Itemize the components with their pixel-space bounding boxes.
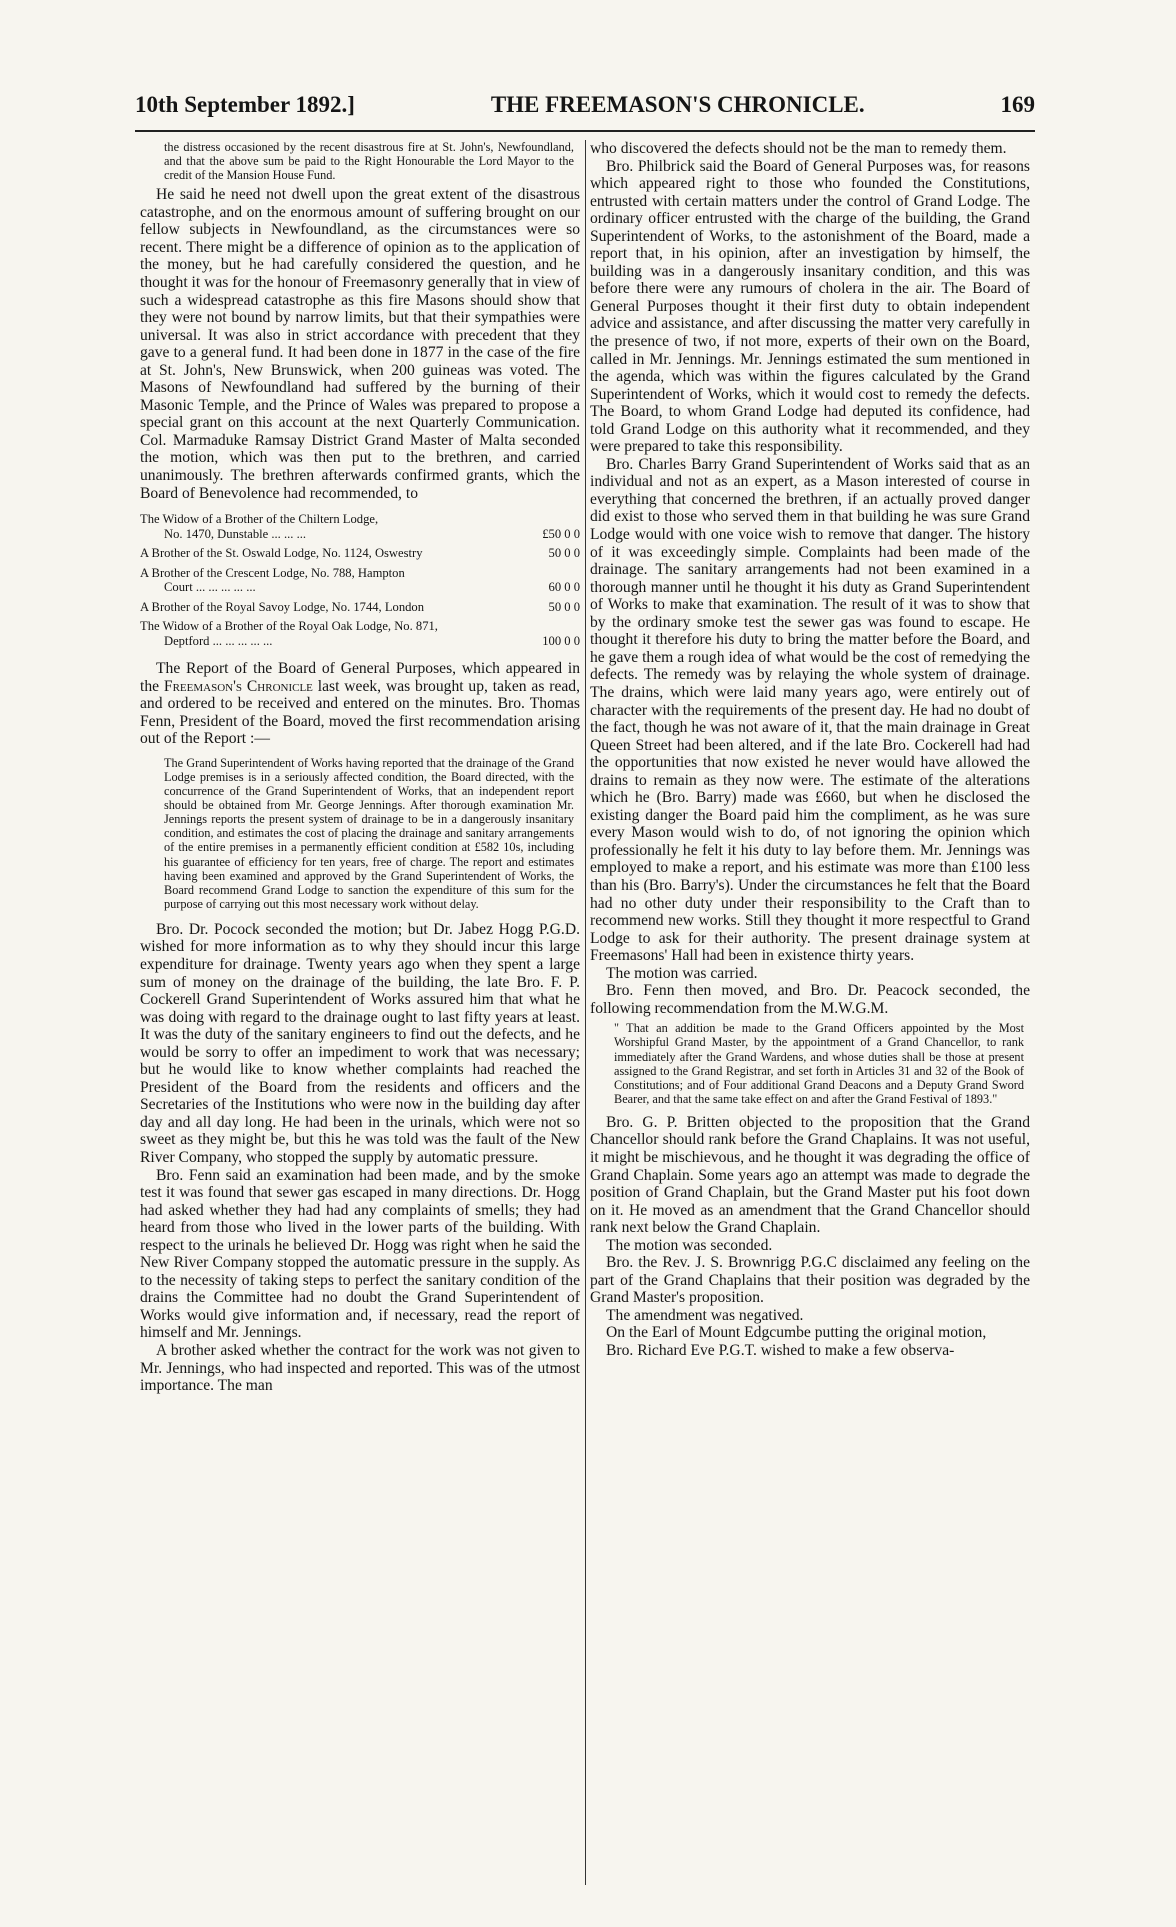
recommendation-quote: " That an addition be made to the Grand Officers appointed by the Most Worshipful Grand Master, by the appointment of a Grand Chancellor, to rank immediately after the Grand Wardens, and whose duties shall be those at present assigned to the Grand Registrar, and set forth in Articles 31 and 32 of the Book of Constitutions; and of Four additional Grand Deacons and a Deputy Grand Sword Bearer, and that the same take effect on and after the Grand Festival of 1893."	[614, 1021, 1024, 1106]
paragraph: Bro. G. P. Britten objected to the proposition that the Grand Chancellor should rank before the Grand Chaplains. It was not useful, it might be mischievous, and he thought it was degrading the office of Grand Chaplain. Some years ago an attempt was made to degrade the position of Grand Chaplain, but the Grand Master put his foot down on it. He moved as an amendment that the Grand Chancellor should rank next below the Grand Chaplain.	[590, 1113, 1030, 1237]
page-header	[135, 92, 1035, 128]
grant-text-continued: Deptford ... ... ... ... ...	[164, 633, 273, 648]
header-rule	[135, 130, 1035, 132]
grant-text-continued: Court ... ... ... ... ...	[164, 580, 256, 595]
publication-title: THE FREEMASON'S CHRONICLE.	[490, 92, 865, 117]
paragraph: On the Earl of Mount Edgcumbe putting the original motion,	[606, 1324, 987, 1342]
paragraph: The motion was carried.	[606, 964, 758, 982]
issue-date: 10th September 1892.]	[135, 92, 355, 117]
grant-row	[140, 566, 580, 595]
paragraph: Bro. Philbrick said the Board of General Purposes was, for reasons which appeared right to those who founded the Constitutions, entrusted with certain matters under the control of Grand Lodge. The ordinary officer entrusted with the charge of the building, the Grand Superintendent of Works, to the astonishment of the Board, made a report that, in his opinion, after an investigation by himself, the building was in a dangerously insanitary condition, and this was before there were any rumours of cholera in the air. The Board of General Purposes thought it their first duty to obtain independent advice and assistance, and after discussing the matter very carefully in the presence of two, if not more, experts of their own on the Board, called in Mr. Jennings. Mr. Jennings estimated the sum mentioned in the agenda, which was within the figures calculated by the Grand Superintendent of Works, which it would cost to remedy the defects. The Board, to whom Grand Lodge had deputed its confidence, had told Grand Lodge on this authority what it recommended, and they were prepared to take this responsibility.	[590, 157, 1030, 456]
left-column	[140, 140, 580, 1885]
fund-resolution-text: the distress occasioned by the recent disastrous fire at St. John's, Newfoundland, and that the above sum be paid to the Right Honourable the Lord Mayor to the credit of the Mansion House Fund.	[164, 140, 574, 183]
grant-amount: 100 0 0	[542, 633, 580, 648]
grant-row	[140, 600, 580, 615]
grant-amount: 60 0 0	[548, 580, 580, 595]
paragraph: Bro. Charles Barry Grand Superintendent of Works said that as an individual and not as an expert, as a Mason interested of course in everything that concerned the brethren, if an actually proved danger did exist to those who served them in that building he was sure Grand Lodge would with one voice wish to remove that danger. The history of it was exceedingly simple. Complaints had been made of the drainage. The sanitary arrangements had not been examined in a thorough manner until he thought it his duty as Grand Superintendent of Works to make that examination. The result of it was to show that by the ordinary smoke test the sewer gas was found to escape. He thought it therefore his duty to bring the matter before the Board, and he gave them a rough idea of what would be the cost of remedying the defects. The remedy was by relaying the whole system of drainage. The drains, which were laid many years ago, were entirely out of character with the requirements of the present day. He had no doubt of the fact, though he was not aware of it, that the main drainage in Great Queen Street had been altered, and if the late Bro. Cockerell had had the opportunities that now existed he never would have allowed the drains to remain as they now were. The estimate of the alterations which he (Bro. Barry) made was £660, but when he disclosed the existing danger the Board paid him the compliment, as he was sure every Mason would wish to do, of not ignoring the opinion which professionally he felt it his duty to lay before them. Mr. Jennings was employed to make a report, and his estimate was more than £100 less than his (Bro. Barry's). Under the circumstances he felt that the Board had no other duty under their responsibility to the Craft than to recommend new works. Still they thought it more respectful to Grand Lodge to ask for their authority. The present drainage system at Freemasons' Hall had been in existence thirty years.	[590, 455, 1030, 965]
grant-row	[140, 512, 580, 541]
paragraph: The amendment was negatived.	[606, 1306, 804, 1324]
column-rule	[585, 140, 586, 1885]
paragraph: Bro. Dr. Pocock seconded the motion; but Dr. Jabez Hogg P.G.D. wished for more information as to why they should incur this large expenditure for drainage. Twenty years ago when they spent a large sum of money on the drainage of the building, the late Bro. F. P. Cockerell Grand Superintendent of Works assured him that what he was doing with regard to the drainage ought to last fifty years at least. It was the duty of the sanitary engineers to find out the defects, and he would be sorry to offer an impediment to work that was necessary; but he would like to know whether complaints had reached the President of the Board from the residents and officers and the Secretaries of the Institutions who were now in the building day after day and all day long. He had been in the urinals, which were not so sweet as they might be, but this he was told was the fault of the New River Company, who stopped the supply by automatic pressure.	[140, 920, 580, 1166]
paragraph-text: The Report of the Board of General Purposes, which appeared in the	[140, 660, 580, 695]
paragraph: who discovered the defects should not be the man to remedy them.	[590, 140, 1007, 157]
paragraph: Bro. Fenn said an examination had been made, and by the smoke test it was found that sewer gas escaped in many directions. Dr. Hogg had asked whether they had had any complaints of smells; they had heard from those who lived in the lower parts of the building. With respect to the urinals he believed Dr. Hogg was right when he said the New River Company stopped the automatic pressure in the supply. As to the necessity of taking steps to perfect the sanitary condition of the drains the Committee had no doubt the Grand Superintendent of Works would give information and, if necessary, read the report of himself and Mr. Jennings.	[140, 1166, 580, 1342]
grant-text: The Widow of a Brother of the Royal Oak Lodge, No. 871,	[140, 619, 438, 634]
grant-amount: 50 0 0	[548, 546, 580, 561]
grant-row	[140, 619, 580, 648]
paragraph: Bro. Richard Eve P.G.T. wished to make a few observa-	[606, 1342, 955, 1360]
paragraph	[140, 660, 580, 748]
right-column	[590, 140, 1030, 1885]
grant-text: A Brother of the Royal Savoy Lodge, No. 1744, London	[140, 599, 425, 614]
grant-amount: 50 0 0	[548, 599, 580, 614]
grant-row	[140, 546, 580, 561]
paragraph: The motion was seconded.	[606, 1236, 773, 1254]
board-report-text: The Grand Superintendent of Works having reported that the drainage of the Grand Lodge premises is in a seriously affected condition, the Board directed, with the concurrence of the Grand Superintendent of Works, that an independent report should be obtained from Mr. George Jennings. After thorough examination Mr. Jennings reports the present system of drainage to be in a dangerously insanitary condition, and estimates the cost of placing the drainage and sanitary arrangements of the entire premises in a permanently efficient condition at £582 10s, including his guarantee of efficiency for ten years, free of charge. The report and estimates having been examined and approved by the Grand Superintendent of Works, the Board recommend Grand Lodge to sanction the expenditure of this sum for the purpose of carrying out this most necessary work without delay.	[164, 755, 574, 911]
grant-text: A Brother of the Crescent Lodge, No. 788, Hampton	[140, 565, 405, 580]
grant-amount: £50 0 0	[542, 526, 580, 541]
paragraph: He said he need not dwell upon the great extent of the disastrous catastrophe, and on the enormous amount of suffering brought on our fellow subjects in Newfoundland, as the circumstances were so recent. There might be a difference of opinion as to the application of the money, but he had carefully considered the question, and he thought it was for the honour of Freemasonry generally that in view of such a widespread catastrophe as this fire Masons should show that they were not bound by narrow limits, but that their sympathies were universal. It was also in strict accordance with precedent that they gave to a general fund. It had been done in 1877 in the case of the fire at St. John's, New Brunswick, when 200 guineas was voted. The Masons of Newfoundland had suffered by the burning of their Masonic Temple, and the Prince of Wales was prepared to propose a special grant on this account at the next Quarterly Communication. Col. Marmaduke Ramsay District Grand Master of Malta seconded the motion, which was then put to the brethren, and carried unanimously. The brethren afterwards confirmed grants, which the Board of Benevolence had recommended, to	[140, 186, 580, 502]
paragraph-text: last week, was brought up, taken as read, and ordered to be received and entered on the minutes. Bro. Thomas Fenn, President of the Board, moved the first recommendation arising out of the Report :—	[140, 677, 580, 748]
paragraph: A brother asked whether the contract for the work was not given to Mr. Jennings, who had inspected and reported. This was of the utmost importance. The man	[140, 1342, 580, 1395]
grant-text: A Brother of the St. Oswald Lodge, No. 1124, Oswestry	[140, 546, 423, 561]
paragraph: Bro. Fenn then moved, and Bro. Dr. Peacock seconded, the following recommendation from the M.W.G.M.	[590, 982, 1030, 1017]
grant-text: The Widow of a Brother of the Chiltern Lodge,	[140, 512, 379, 527]
page-number: 169	[1000, 92, 1035, 117]
publication-name: Freemason's Chronicle	[163, 677, 313, 695]
grants-list	[140, 512, 580, 648]
paragraph: Bro. the Rev. J. S. Brownrigg P.G.C disclaimed any feeling on the part of the Grand Chaplains that their position was degraded by the Grand Master's proposition.	[590, 1254, 1030, 1307]
grant-text-continued: No. 1470, Dunstable ... ... ...	[164, 526, 307, 541]
